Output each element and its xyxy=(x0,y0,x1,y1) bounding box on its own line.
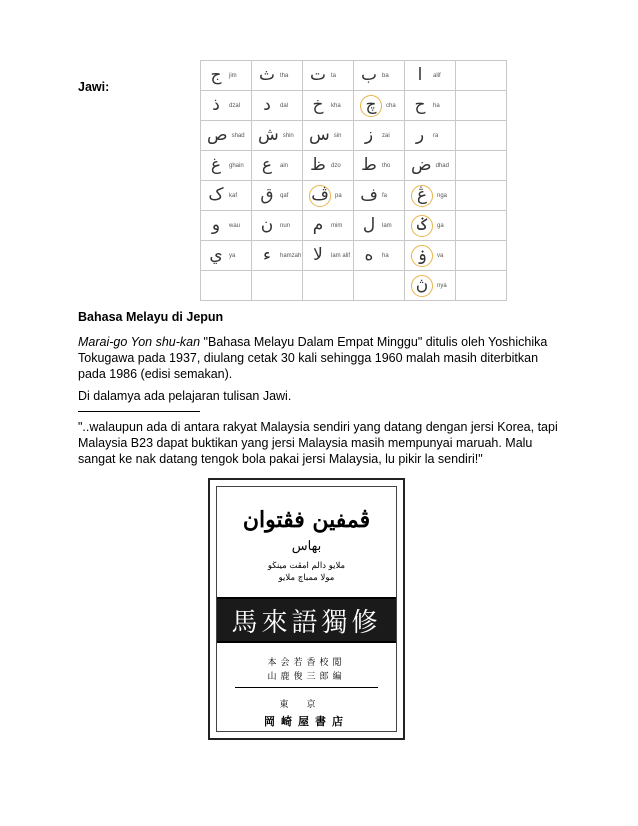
jawi-letter: ح xyxy=(414,95,426,115)
quote-text: Malaysia B23 dapat buktikan yang jersi Malaysia masih mempunyai maruah. Malu xyxy=(78,436,533,450)
paragraph-text: Tokugawa pada 1937, diulang cetak 30 kali sehingga 1960 malah masih diterbitkan xyxy=(78,351,539,365)
jawi-letter-name: tha xyxy=(280,72,289,79)
jawi-letter: ث xyxy=(258,65,275,85)
jawi-table-cell xyxy=(303,211,354,241)
jawi-letter-name: qaf xyxy=(280,192,289,199)
jawi-table-row xyxy=(201,151,507,181)
jawi-table-cell xyxy=(252,121,303,151)
jawi-letter-name: shad xyxy=(231,132,245,139)
jawi-letter: ذ xyxy=(212,95,220,115)
jawi-table-cell xyxy=(303,271,354,301)
jawi-table-cell xyxy=(252,61,303,91)
jawi-letter-name: lam alif xyxy=(331,252,351,259)
jawi-letter-name: nun xyxy=(280,222,291,229)
jawi-table-cell xyxy=(405,61,456,91)
jawi-letter: ص xyxy=(207,125,228,145)
jawi-letter-name: ya xyxy=(229,252,236,259)
jawi-table-cell xyxy=(303,61,354,91)
jawi-letter: ه xyxy=(364,245,374,265)
cover-divider xyxy=(235,687,378,688)
jawi-letter: ݢ xyxy=(411,215,433,237)
jawi-letter: ا xyxy=(417,65,423,85)
jawi-letter: لا xyxy=(313,245,323,265)
quote-paragraph xyxy=(78,419,578,467)
jawi-table-cell xyxy=(354,61,405,91)
jawi-letter-name: lam xyxy=(382,222,392,229)
jawi-table-row xyxy=(201,181,507,211)
jawi-letter: ق xyxy=(260,185,274,205)
jawi-letter-name: ha xyxy=(382,252,389,259)
jawi-letter-name: nga xyxy=(437,192,448,199)
jawi-table-cell xyxy=(201,181,252,211)
jawi-letter-name: mim xyxy=(331,222,343,229)
jawi-table-cell xyxy=(303,121,354,151)
jawi-letter-name: nya xyxy=(437,282,447,289)
jawi-table-cell xyxy=(405,211,456,241)
jawi-letter: ن xyxy=(260,215,274,235)
jawi-table-cell xyxy=(201,121,252,151)
jawi-letter: س xyxy=(309,125,330,145)
cover-editor: 本会若香校閲 xyxy=(267,658,346,668)
jawi-letter: ت xyxy=(309,65,326,85)
jawi-table-cell xyxy=(456,121,507,151)
jawi-table-cell xyxy=(252,211,303,241)
jawi-letter-name: shin xyxy=(282,132,294,139)
separator-line xyxy=(78,411,200,412)
jawi-table-cell xyxy=(354,181,405,211)
jawi-table-cell xyxy=(252,241,303,271)
jawi-letter-name: sin xyxy=(333,132,342,139)
jawi-table-cell xyxy=(303,241,354,271)
jawi-letter: ڠ xyxy=(411,185,433,207)
jawi-table-cell xyxy=(303,151,354,181)
jawi-letter: ي xyxy=(209,245,223,265)
jawi-letter-name: ta xyxy=(331,72,337,79)
jawi-letter: ع xyxy=(261,155,273,175)
jawi-letter: ک xyxy=(208,185,224,205)
jawi-table-cell xyxy=(456,151,507,181)
jawi-table-cell xyxy=(354,211,405,241)
jawi-letter: ۏ xyxy=(411,245,433,267)
jawi-letter-name: alif xyxy=(433,72,441,79)
jawi-table-row xyxy=(201,241,507,271)
jawi-letter-name: ra xyxy=(433,132,439,139)
jawi-letter: ب xyxy=(360,65,377,85)
jawi-letter-name: tho xyxy=(382,162,391,169)
jawi-table-cell xyxy=(456,91,507,121)
jawi-letter: د xyxy=(263,95,271,115)
jawi-letter: چ xyxy=(360,95,382,117)
jawi-letter: ز xyxy=(364,125,374,145)
jawi-letter: ر xyxy=(415,125,425,145)
jawi-letter-name: ain xyxy=(280,162,289,169)
jawi-table-cell xyxy=(354,121,405,151)
jawi-letter-name: ghain xyxy=(229,162,244,169)
jawi-label: Jawi: xyxy=(78,80,110,94)
jawi-letter: ض xyxy=(411,155,432,175)
jawi-letter-name: kha xyxy=(331,102,341,109)
jawi-letter: ط xyxy=(361,155,377,175)
jawi-table-cell xyxy=(405,151,456,181)
jawi-letter: ظ xyxy=(310,155,326,175)
quote-text: sangat ke nak datang tengok bola pakai jersi Malaysia, lu pikir la sendiri!" xyxy=(78,452,483,466)
jawi-table-cell xyxy=(252,271,303,301)
jawi-table-cell xyxy=(405,241,456,271)
jawi-table-cell xyxy=(354,271,405,301)
jawi-letter: م xyxy=(312,215,324,235)
jawi-table-cell xyxy=(405,91,456,121)
jawi-table-cell xyxy=(201,151,252,181)
jawi-letter-name: ga xyxy=(437,222,444,229)
paragraph-jawi-lesson: Di dalamya ada pelajaran tulisan Jawi. xyxy=(78,389,292,403)
jawi-letter: و xyxy=(211,215,221,235)
cover-city: 東京 xyxy=(279,700,334,710)
cover-jawi-subtitle: بهاس xyxy=(291,539,322,554)
jawi-table-cell xyxy=(354,91,405,121)
jawi-table-cell xyxy=(354,151,405,181)
cover-jawi-title: ڤمفين فڤتوان xyxy=(242,507,371,533)
cover-author: 山鹿俊三郎編 xyxy=(267,672,346,682)
cover-japanese-title: 馬來語獨修 xyxy=(217,597,396,643)
jawi-table-cell xyxy=(405,181,456,211)
jawi-letter-name: cha xyxy=(386,102,396,109)
cover-jawi-line: مولا ممباچ ملايو xyxy=(278,573,335,583)
jawi-letter-name: fa xyxy=(382,192,388,199)
book-cover-frame xyxy=(216,486,397,732)
jawi-table-row xyxy=(201,271,507,301)
book-cover-image xyxy=(208,478,405,740)
jawi-letter-name: pa xyxy=(335,192,342,199)
jawi-letter-name: ha xyxy=(433,102,440,109)
jawi-table-cell xyxy=(456,271,507,301)
jawi-letter-name: kaf xyxy=(229,192,238,199)
jawi-letter: ج xyxy=(210,65,222,85)
jawi-alphabet-table xyxy=(200,60,507,301)
jawi-letter: ش xyxy=(258,125,279,145)
jawi-table-cell xyxy=(201,241,252,271)
jawi-table-cell xyxy=(354,241,405,271)
jawi-table-cell xyxy=(456,61,507,91)
jawi-letter-name: ba xyxy=(382,72,389,79)
jawi-letter: ڤ xyxy=(309,185,331,207)
jawi-letter: ف xyxy=(360,185,378,205)
cover-jawi-line: ملايو دالم امڤت مينڬو xyxy=(267,561,346,571)
jawi-table-cell xyxy=(456,211,507,241)
jawi-table-cell xyxy=(201,211,252,241)
section-title: Bahasa Melayu di Jepun xyxy=(78,310,224,324)
jawi-table-cell xyxy=(405,271,456,301)
jawi-letter-name: zai xyxy=(382,132,390,139)
jawi-letter-name: dzo xyxy=(331,162,341,169)
jawi-table-cell xyxy=(303,181,354,211)
quote-text: "..walaupun ada di antara rakyat Malaysia sendiri yang datang dengan jersi Korea, tapi xyxy=(78,420,558,434)
jawi-table-cell xyxy=(252,181,303,211)
jawi-letter: ڽ xyxy=(411,275,433,297)
jawi-letter: ء xyxy=(263,245,271,265)
jawi-table-cell xyxy=(252,151,303,181)
jawi-letter-name: dal xyxy=(280,102,289,109)
jawi-table-cell xyxy=(456,241,507,271)
jawi-letter-name: dhad xyxy=(435,162,449,169)
cover-publisher: 岡崎屋書店 xyxy=(264,715,349,728)
jawi-table-cell xyxy=(303,91,354,121)
jawi-table-cell xyxy=(252,91,303,121)
jawi-letter-name: wau xyxy=(229,222,241,229)
jawi-letter: غ xyxy=(210,155,222,175)
jawi-table-row xyxy=(201,91,507,121)
jawi-letter: ل xyxy=(362,215,376,235)
jawi-letter-name: va xyxy=(437,252,444,259)
jawi-table-row xyxy=(201,61,507,91)
jawi-letter-name: hamzah xyxy=(280,252,302,259)
book-title: Marai-go Yon shu-kan xyxy=(78,335,201,349)
jawi-table-cell xyxy=(456,181,507,211)
jawi-letter-name: jim xyxy=(229,72,237,79)
jawi-table-cell xyxy=(405,121,456,151)
paragraph-text: "Bahasa Melayu Dalam Empat Minggu" ditulis oleh Yoshichika xyxy=(200,335,548,349)
jawi-table-cell xyxy=(201,91,252,121)
jawi-letter-name: dzal xyxy=(229,102,241,109)
paragraph-book-info xyxy=(78,334,578,382)
jawi-table-row xyxy=(201,121,507,151)
jawi-table-cell xyxy=(201,271,252,301)
jawi-table-row xyxy=(201,211,507,241)
jawi-letter: خ xyxy=(312,95,324,115)
jawi-table-cell xyxy=(201,61,252,91)
paragraph-text: pada 1986 (edisi semakan). xyxy=(78,367,233,381)
